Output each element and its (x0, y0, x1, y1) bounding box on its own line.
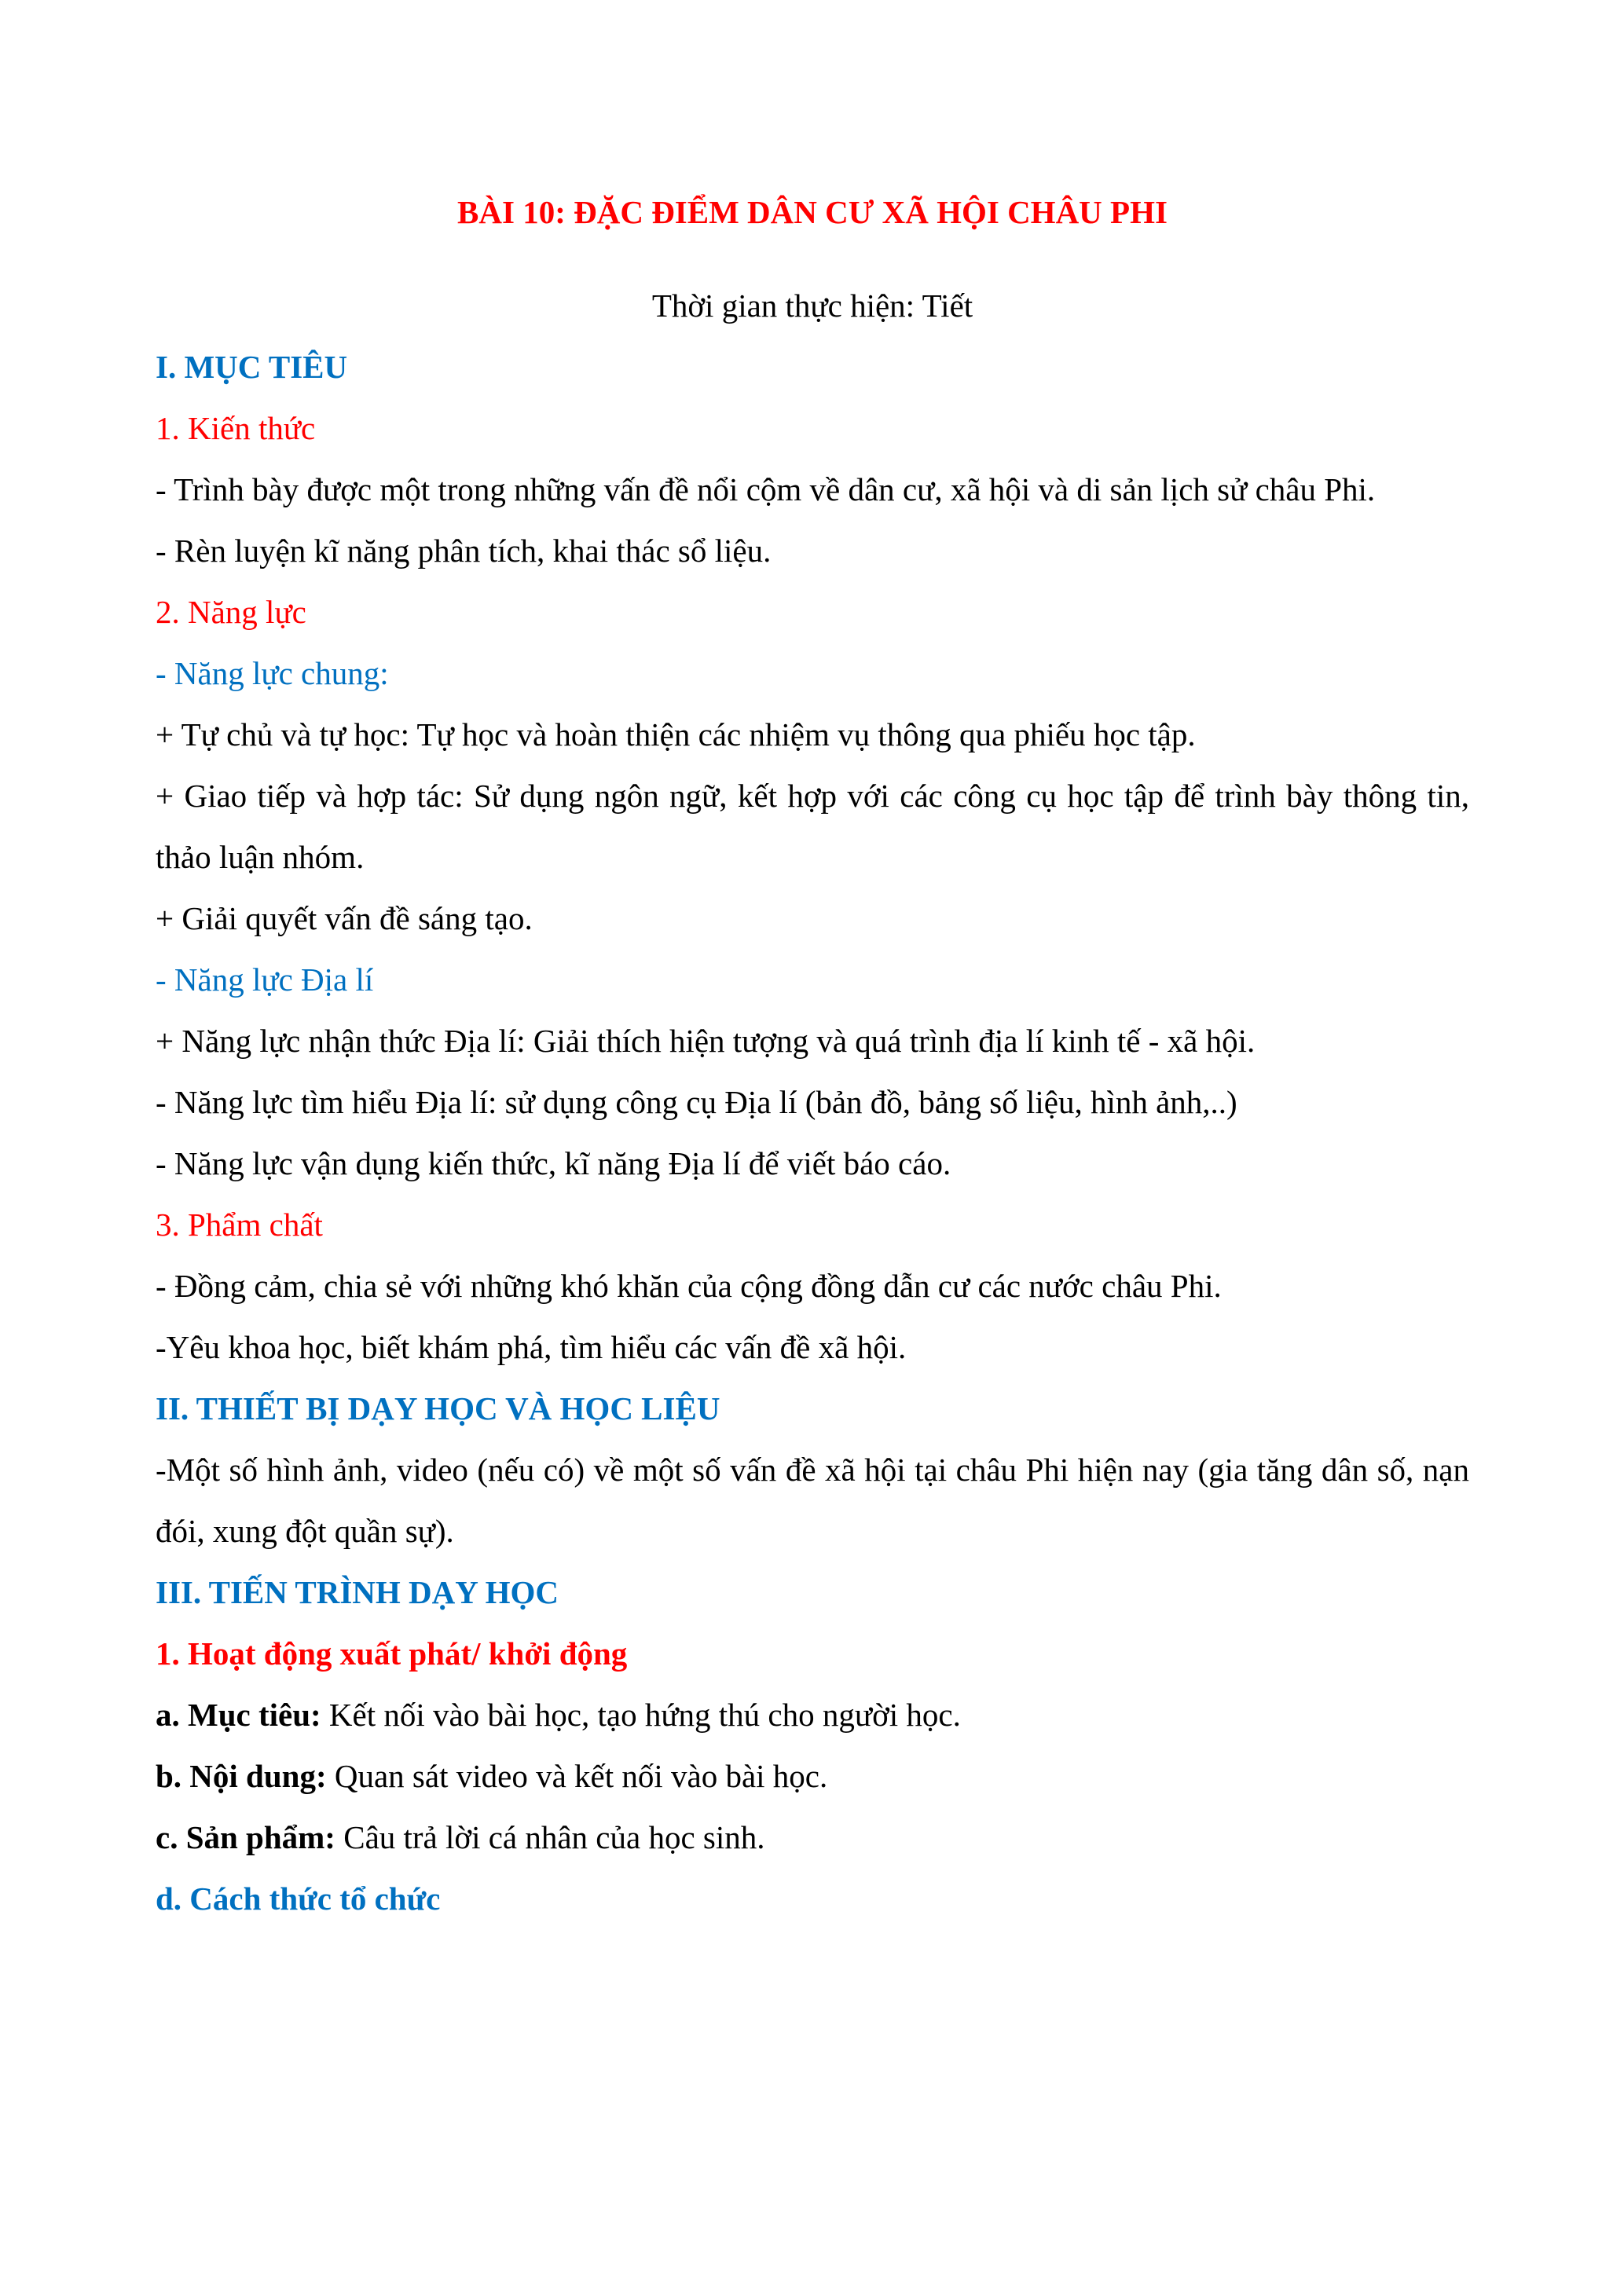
section-heading-equipment: II. THIẾT BỊ DẠY HỌC VÀ HỌC LIỆU (156, 1390, 720, 1426)
activity-objective (156, 1684, 1469, 1745)
section-heading-process: III. TIẾN TRÌNH DẠY HỌC (156, 1574, 559, 1610)
activity-organization-heading: d. Cách thức tổ chức (156, 1880, 441, 1917)
activity-product-text: Câu trả lời cá nhân của học sinh. (335, 1819, 765, 1855)
subheading-knowledge: 1. Kiến thức (156, 410, 316, 446)
geo-competence-item-2: - Năng lực tìm hiểu Địa lí: sử dụng công cụ Địa lí (bản đồ, bảng số liệu, hình ảnh,..) (156, 1084, 1237, 1120)
activity-product (156, 1807, 1469, 1868)
geo-competence-item-1: + Năng lực nhận thức Địa lí: Giải thích hiện tượng và quá trình địa lí kinh tế - xã hội. (156, 1023, 1256, 1059)
activity-objective-label: a. Mục tiêu: (156, 1697, 321, 1733)
lesson-time: Thời gian thực hiện: Tiết (651, 287, 973, 324)
section-heading-objectives: I. MỤC TIÊU (156, 349, 348, 385)
knowledge-item-2: - Rèn luyện kĩ năng phân tích, khai thác sổ liệu. (156, 533, 772, 569)
activity-product-label: c. Sản phẩm: (156, 1819, 335, 1855)
subheading-competence: 2. Năng lực (156, 594, 306, 630)
subheading-quality: 3. Phẩm chất (156, 1207, 323, 1243)
activity-content-label: b. Nội dung: (156, 1758, 327, 1794)
page-title: BÀI 10: ĐẶC ĐIỂM DÂN CƯ XÃ HỘI CHÂU PHI (457, 194, 1168, 230)
activity-objective-text: Kết nối vào bài học, tạo hứng thú cho người học. (321, 1697, 961, 1733)
quality-item-2: -Yêu khoa học, biết khám phá, tìm hiểu các vấn đề xã hội. (156, 1329, 907, 1365)
activity-content (156, 1745, 1469, 1807)
equipment-item-1: -Một số hình ảnh, video (nếu có) về một số vấn đề xã hội tại châu Phi hiện nay (gia tăng dân số, nạn đói, xung đột quần sự). (156, 1452, 1469, 1549)
quality-item-1: - Đồng cảm, chia sẻ với những khó khăn của cộng đồng dẫn cư các nước châu Phi. (156, 1268, 1222, 1304)
general-competence-item-3: + Giải quyết vấn đề sáng tạo. (156, 900, 533, 936)
activity-content-text: Quan sát video và kết nối vào bài học. (326, 1758, 828, 1794)
general-competence-item-2: + Giao tiếp và hợp tác: Sử dụng ngôn ngữ, kết hợp với các công cụ học tập để trình bày thông tin, thảo luận nhóm. (156, 778, 1469, 875)
general-competence-heading: - Năng lực chung: (156, 655, 389, 691)
document-page (156, 149, 1469, 1929)
geo-competence-heading: - Năng lực Địa lí (156, 961, 374, 998)
knowledge-item-1: - Trình bày được một trong những vấn đề nổi cộm về dân cư, xã hội và di sản lịch sử châu Phi. (156, 471, 1376, 507)
activity-1-heading: 1. Hoạt động xuất phát/ khởi động (156, 1635, 628, 1672)
general-competence-item-1: + Tự chủ và tự học: Tự học và hoàn thiện các nhiệm vụ thông qua phiếu học tập. (156, 716, 1196, 753)
geo-competence-item-3: - Năng lực vận dụng kiến thức, kĩ năng Địa lí để viết báo cáo. (156, 1145, 951, 1181)
